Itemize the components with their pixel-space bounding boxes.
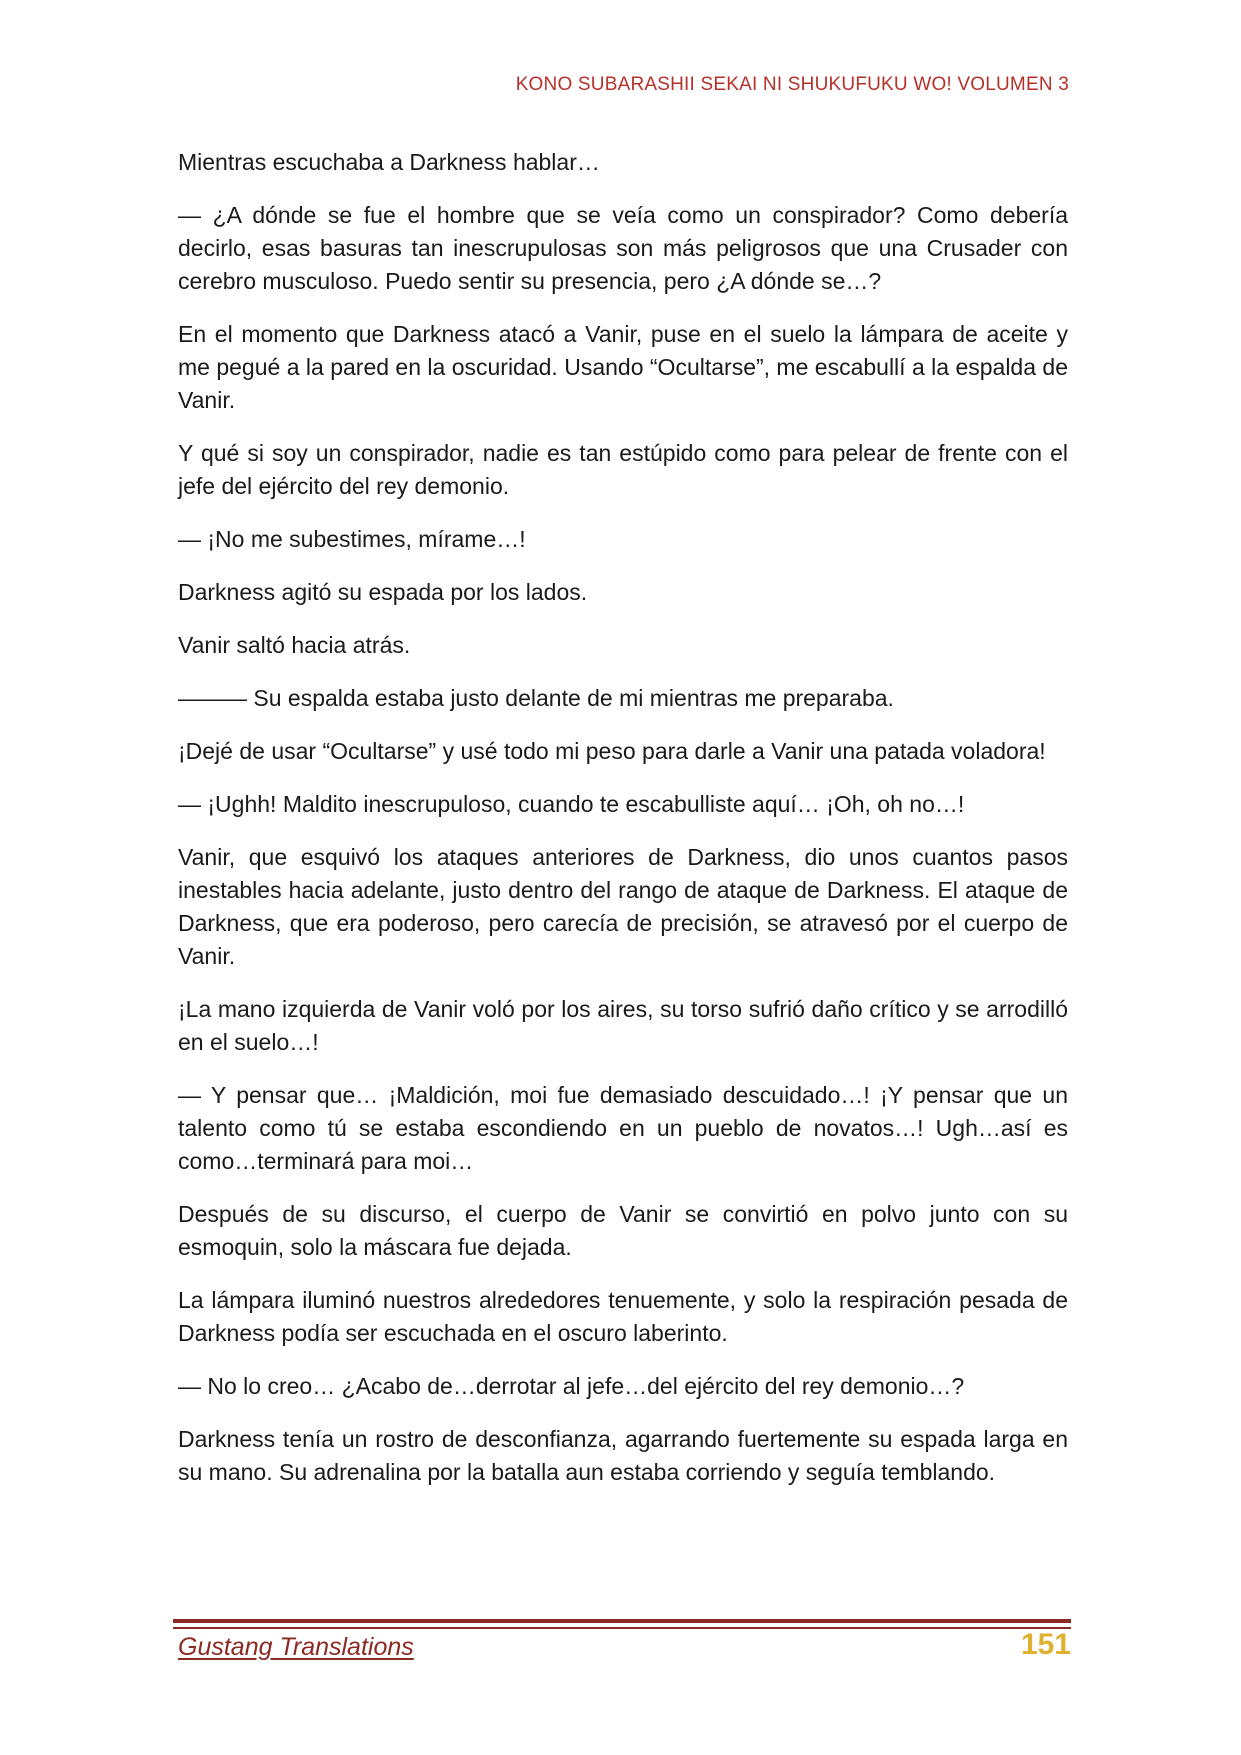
paragraph: — No lo creo… ¿Acabo de…derrotar al jefe…del ejército del rey demonio…? [178, 1373, 965, 1399]
paragraph: ¡La mano izquierda de Vanir voló por los aires, su torso sufrió daño crítico y se arrodilló en el suelo…! [178, 996, 1068, 1055]
paragraph: Vanir saltó hacia atrás. [178, 632, 411, 658]
paragraph: ¡Dejé de usar “Ocultarse” y usé todo mi peso para darle a Vanir una patada voladora! [178, 738, 1046, 764]
paragraph: — ¿A dónde se fue el hombre que se veía como un conspirador? Como debería decirlo, esas basuras tan inescrupulosas son más peligrosos que una Crusader con cerebro musculoso. Puedo sentir su presencia, pero ¿A dónde se…? [178, 202, 1068, 294]
paragraph: — ¡No me subestimes, mírame…! [178, 526, 526, 552]
paragraph: ——— Su espalda estaba justo delante de mi mientras me preparaba. [178, 685, 894, 711]
running-header: KONO SUBARASHII SEKAI NI SHUKUFUKU WO! VOLUMEN 3 [515, 74, 1069, 95]
paragraph: La lámpara iluminó nuestros alrededores tenuemente, y solo la respiración pesada de Darkness podía ser escuchada en el oscuro laberinto. [178, 1287, 1068, 1346]
footer-divider-thin [173, 1627, 1071, 1629]
paragraph: Darkness tenía un rostro de desconfianza, agarrando fuertemente su espada larga en su mano. Su adrenalina por la batalla aun estaba corriendo y seguía temblando. [178, 1426, 1068, 1485]
page-number: 151 [1020, 1628, 1071, 1661]
paragraph: Después de su discurso, el cuerpo de Vanir se convirtió en polvo junto con su esmoquin, solo la máscara fue dejada. [178, 1201, 1068, 1260]
footer-brand: Gustang Translations [178, 1633, 414, 1661]
footer-divider [173, 1619, 1071, 1623]
paragraph: Mientras escuchaba a Darkness hablar… [178, 149, 600, 175]
paragraph: En el momento que Darkness atacó a Vanir, puse en el suelo la lámpara de aceite y me pegué a la pared en la oscuridad. Usando “Ocultarse”, me escabullí a la espalda de Vanir. [178, 321, 1068, 413]
paragraph: Y qué si soy un conspirador, nadie es tan estúpido como para pelear de frente con el jefe del ejército del rey demonio. [178, 440, 1068, 499]
paragraph: — ¡Ughh! Maldito inescrupuloso, cuando te escabulliste aquí… ¡Oh, oh no…! [178, 791, 965, 817]
paragraph: Vanir, que esquivó los ataques anteriores de Darkness, dio unos cuantos pasos inestables hacia adelante, justo dentro del rango de ataque de Darkness. El ataque de Darkness, que era poderoso, pero carecía de precisión, se atravesó por el cuerpo de Vanir. [178, 844, 1068, 969]
paragraph: — Y pensar que… ¡Maldición, moi fue demasiado descuidado…! ¡Y pensar que un talento como tú se estaba escondiendo en un pueblo de novatos…! Ugh…así es como…terminará para moi… [178, 1082, 1068, 1174]
paragraph: Darkness agitó su espada por los lados. [178, 579, 588, 605]
page-body [178, 146, 1068, 1509]
